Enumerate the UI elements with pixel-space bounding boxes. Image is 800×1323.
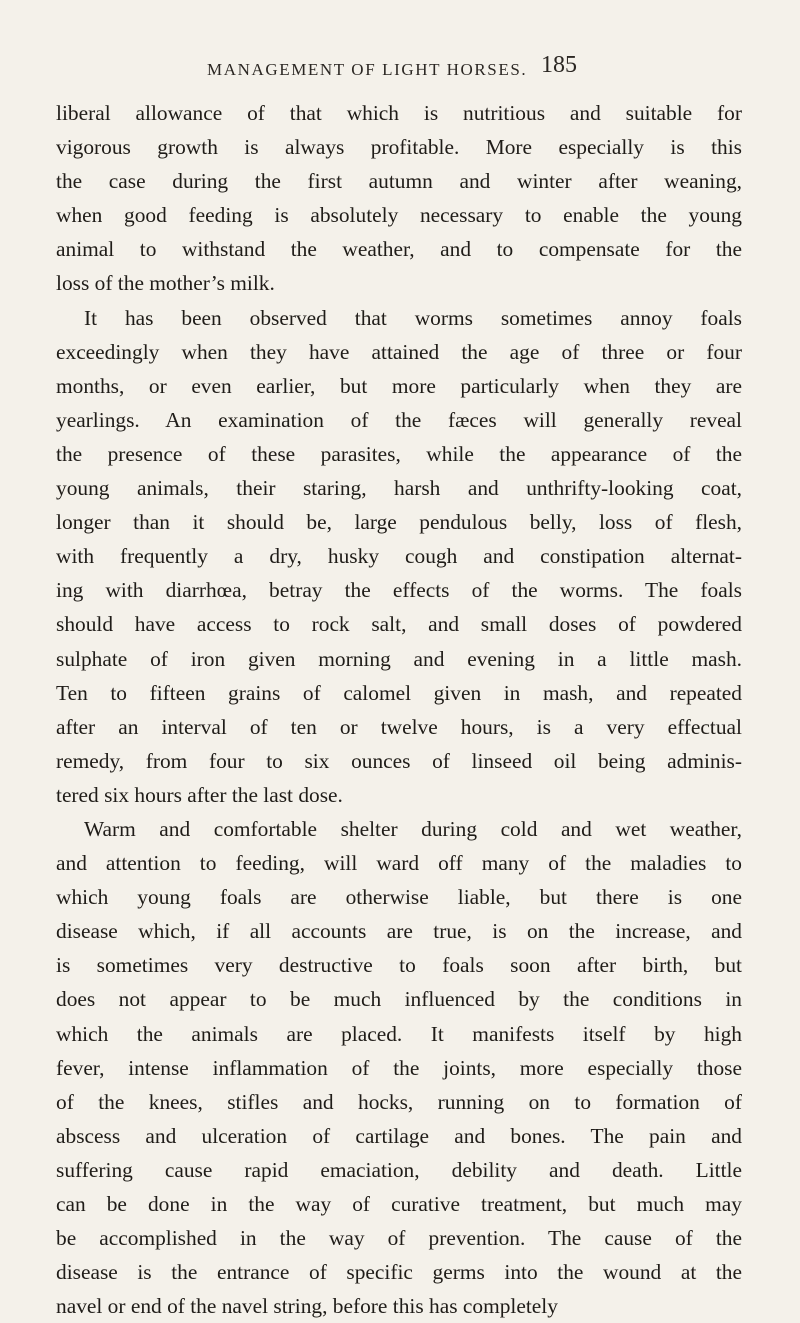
text-line: can be done in the way of curative treatment, but much may (56, 1192, 742, 1216)
text-line: which the animals are placed. It manifests itself by high (56, 1021, 742, 1046)
text-line: be accomplished in the way of prevention. The cause of the (56, 1226, 742, 1251)
text-line: should have access to rock salt, and small doses of powdered (56, 612, 742, 637)
text-line: after an interval of ten or twelve hours, is a very effectual (56, 714, 742, 739)
text-line: which young foals are otherwise liable, but there is one (56, 885, 742, 910)
text-line: does not appear to be much influenced by the conditions in (56, 987, 742, 1012)
text-line: longer than it should be, large pendulous belly, loss of flesh, (56, 510, 742, 535)
text-line: Ten to fifteen grains of calomel given in mash, and repeated (56, 680, 742, 705)
text-line: the presence of these parasites, while the appearance of the (56, 441, 742, 466)
text-line: months, or even earlier, but more particularly when they are (56, 373, 742, 398)
text-line: ing with diarrhœa, betray the effects of the worms. The foals (56, 578, 742, 603)
running-head (0, 52, 800, 88)
text-line: suffering cause rapid emaciation, debility and death. Little (56, 1157, 742, 1182)
text-line: with frequently a dry, husky cough and constipation alternat- (56, 544, 742, 569)
text-line: It has been observed that worms sometimes annoy foals (84, 305, 742, 330)
paragraph (56, 812, 742, 1323)
text-line: young animals, their staring, harsh and unthrifty-looking coat, (56, 476, 742, 501)
text-line: navel or end of the navel string, before this has completely (56, 1294, 558, 1319)
text-line: vigorous growth is always profitable. More especially is this (56, 135, 742, 160)
text-line: abscess and ulceration of cartilage and bones. The pain and (56, 1123, 742, 1148)
text-line: liberal allowance of that which is nutritious and suitable for (56, 101, 742, 125)
running-title: MANAGEMENT OF LIGHT HORSES. (207, 60, 528, 79)
body-text (56, 96, 742, 1323)
text-line: Warm and comfortable shelter during cold and wet weather, (84, 816, 742, 841)
text-line: the case during the first autumn and winter after weaning, (56, 169, 742, 194)
paragraph (56, 96, 742, 301)
text-line: disease which, if all accounts are true, is on the increase, and (56, 919, 742, 944)
text-line: yearlings. An examination of the fæces will generally reveal (56, 407, 742, 432)
text-line: sulphate of iron given morning and evening in a little mash. (56, 646, 742, 671)
text-line: and attention to feeding, will ward off many of the maladies to (56, 851, 742, 876)
text-line: exceedingly when they have attained the age of three or four (56, 339, 742, 364)
text-line: is sometimes very destructive to foals soon after birth, but (56, 953, 742, 978)
text-line: fever, intense inflammation of the joints, more especially those (56, 1055, 742, 1080)
text-line: of the knees, stifles and hocks, running on to formation of (56, 1089, 742, 1114)
text-line: loss of the mother’s milk. (56, 271, 275, 296)
text-line: disease is the entrance of specific germs into the wound at the (56, 1260, 742, 1285)
paragraph (56, 301, 742, 812)
text-line: animal to withstand the weather, and to compensate for the (56, 237, 742, 262)
text-line: when good feeding is absolutely necessary to enable the young (56, 203, 742, 228)
text-line: tered six hours after the last dose. (56, 782, 343, 807)
text-line: remedy, from four to six ounces of linseed oil being adminis- (56, 748, 742, 773)
page-number: 185 (541, 52, 577, 78)
